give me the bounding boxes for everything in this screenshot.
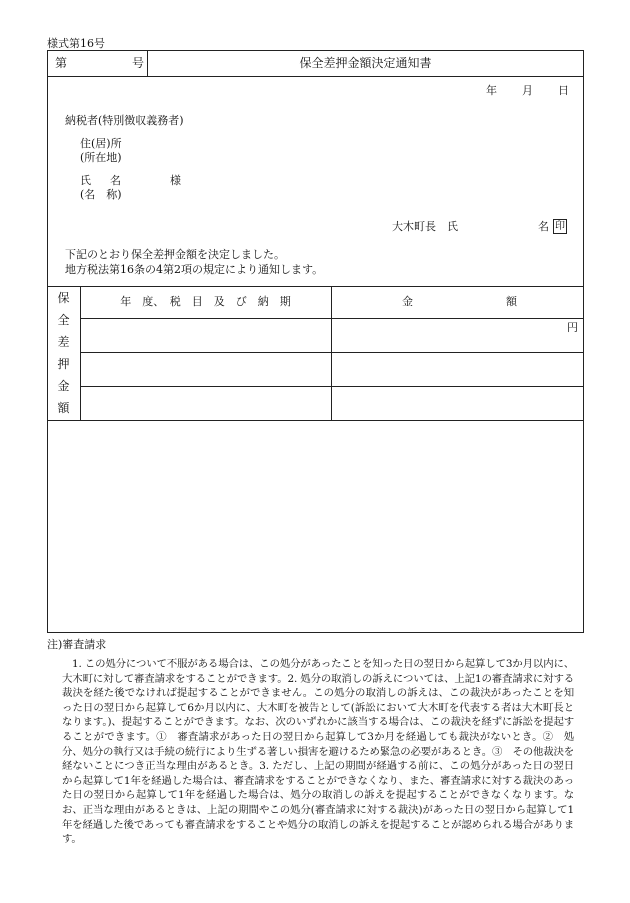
statement-line-2: 地方税法第16条の4第2項の規定により通知します。 (65, 263, 324, 276)
date-day: 日 (558, 84, 569, 97)
side-label-char: 全 (57, 313, 70, 327)
number-label-right: 号 (132, 56, 145, 70)
issuer-title: 大木町長 氏 (392, 220, 458, 233)
side-label-char: 金 (57, 379, 70, 393)
header-bottom-line (47, 76, 584, 77)
name-label-1: 氏 (80, 174, 91, 187)
name-label-2: 名 (110, 174, 121, 187)
document-title: 保全差押金額決定通知書 (299, 56, 432, 70)
address-label: 住(居)所 (80, 137, 122, 150)
table-bottom-line (47, 420, 584, 421)
currency-unit: 円 (567, 321, 578, 334)
side-label-char: 保 (57, 291, 70, 305)
date-year: 年 (486, 84, 497, 97)
side-label-char: 押 (57, 357, 70, 371)
issuer-name-suffix: 名 (538, 220, 549, 233)
table-row-line-2 (80, 386, 584, 387)
notes-title: 注)審査請求 (47, 638, 107, 651)
column-header-amount-right: 額 (506, 295, 517, 308)
address-sub-label: (所在地) (80, 151, 122, 164)
seal-mark (553, 219, 567, 234)
notes-body: 1. この処分について不服がある場合は、この処分があったことを知った日の翌日から起算して3か月以内に、大木町に対して審査請求をすることができます。2. 処分の取消しの訴えについては、上記1の審査請求に対する裁決を経た後でなければ提起することができません。この処分の取消しの訴えは、この裁決があったことを知った日の翌日から起算して6か月以内に、大木町を被告として(訴訟において大木町を代表する者は大木町長となります。)、提起することができます。なお、次のいずれかに該当する場合は、この裁決を経ずに訴訟を提起することができます。① 審査請求があった日の翌日から起算して3か月を経過しても裁決がないとき。② 処分、処分の執行又は手続の続行により生ずる著しい損害を避けるため緊急の必要があるとき。③ その他裁決を経ないことにつき正当な理由があるとき。3. ただし、上記の期間が経過する前に、この処分があった日の翌日から起算して1年を経過した場合は、審査請求をすることができなくなり、また、審査請求に対する裁決のあった日の翌日から起算して1年を経過した場合は、処分の取消しの訴えを提起することができなくなります。なお、正当な理由があるときは、上記の期間やこの処分(審査請求に対する裁決)があった日の翌日から起算して1年を経過した後であっても審査請求をすることや処分の取消しの訴えを提起することが認められる場合があります。 (62, 658, 574, 846)
number-label-left: 第 (55, 56, 68, 70)
name-sub-label: (名 称) (80, 188, 122, 201)
column-header-amount-left: 金 (402, 295, 413, 308)
statement-line-1: 下記のとおり保全差押金額を決定しました。 (65, 248, 285, 261)
form-frame (47, 50, 584, 633)
table-top-line (47, 286, 584, 287)
table-col-divider (331, 286, 332, 420)
column-header-fiscal-year: 年 度、 税 目 及 び 納 期 (120, 295, 291, 308)
seal-label: 印 (555, 221, 565, 232)
side-label-vertical (47, 287, 80, 419)
side-label-char: 額 (57, 401, 70, 415)
table-header-line (80, 318, 584, 319)
form-number: 様式第16号 (47, 37, 105, 50)
name-honorific: 様 (170, 174, 181, 187)
side-label-char: 差 (57, 335, 70, 349)
date-month: 月 (522, 84, 533, 97)
taxpayer-heading: 納税者(特別徴収義務者) (65, 114, 184, 127)
table-row-line-1 (80, 352, 584, 353)
